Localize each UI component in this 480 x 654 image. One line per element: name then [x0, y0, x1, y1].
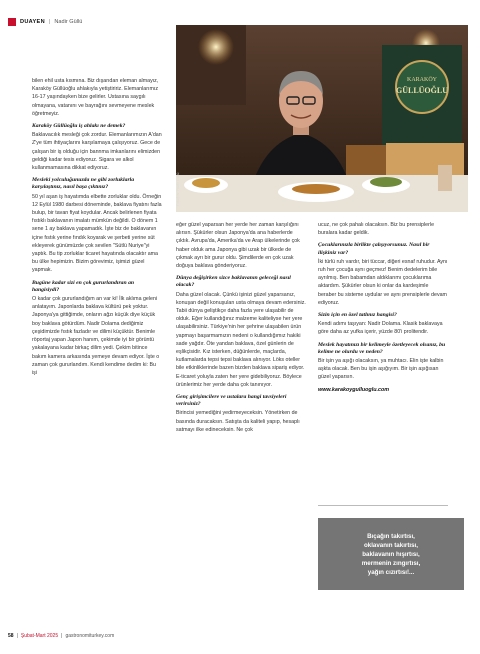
paragraph: eğer güzel yaparsan her yerde her zaman karşılığını alırsın. Şükürler olsun Japonya'da ana haberlerde çıktık. Avrupa'da, Amerika'da ve Arap ülkelerinde çok haber olduk ama Japonya gibi uzak bir ülkede de çıkmak ayrı bir gurur oldu. Şimdilerde en çok uzak doğuya baklava gönderiyoruz.: [176, 222, 300, 270]
photo-illustration: [176, 25, 468, 212]
answer-paragraph: Kendi adımı taşıyan: Nadir Dolama. Klasik baklavaya göre daha az yufka içerir, yüzde 80'i prolitendir.: [318, 321, 443, 336]
footer-site: gastronomiturkey.com: [65, 633, 115, 639]
answer-paragraph: İki türlü ruh vardır, biri tüccar, diğeri esnaf ruhudur. Aynı ruh her çocuğa aynı geçmez! Benim dedelerim bile ayrılmış. Ben babamdan aldıklarımı çocuklarıma aktardım. Şükürler olsun ki onlar da kardeşimle beraber bu sisteme uydular ve aynı prensiplerle devam ediyoruz.: [318, 258, 448, 306]
question-heading: Karaköy Güllüoğlu iş ahlakı ne demek?: [32, 123, 126, 130]
page-footer: [8, 633, 114, 639]
website-link[interactable]: www.karakoygulluoglu.com: [318, 386, 390, 393]
answer-paragraph: Baklavacılık mesleği çok zordur. Elemanlarımızın A'dan Z'ye tüm ihtiyaçlarını karşılamaya çalışıyoruz. Gece de çalışan bir iş olduğu için bannma imkanlarını elimizden geldiği kadar tesis ediyoruz. Sigara ve alkol kullanmamasına dikkat ediyoruz.: [32, 132, 162, 172]
question-heading: Bugüne kadar sizi en çok gururlandıran an hangisiydi?: [32, 279, 135, 293]
column-2: [176, 221, 308, 438]
answer-paragraph: O kadar çok gururlandığım an var ki! İlk aklıma geleni anlatayım. Japonlarda baklava kültürü pek yoktur. Japonya'ya gittiğimde, onların ağzı küçük diye küçük boy baklava götürdüm. Nadir Dolama dediğimiz çeşidimizde fıstık fazladır ve dilimi küçüktür. Benimle röportaj yapan Japon hanım, çekimde iyi bir görüntü yakalayana kadar birkaç dilim yedi. Çekim bitince bakım kamera arkasında yemeye devam ediyor. İşte o zaman çok gururlandım. Kendi kendime dedim ki: Bu işi: [32, 296, 160, 376]
photo-credit: Fotoğraf: Nadir Güllü: [176, 172, 180, 206]
sign-main-text: GÜLLÜOĞLU: [395, 86, 449, 95]
question-heading: Dünya değişirken sizce baklavanın geleceği nasıl olacak?: [176, 275, 291, 289]
question-heading: Meslek hayatınızı bir kelimeyle özetleyecek olsanız, bu kelime ne olurdu ve neden?: [318, 341, 446, 355]
section-header: [8, 16, 82, 28]
issue-date: Şubat-Mart 2025: [20, 633, 59, 639]
question-heading: Genç girişimcilere ve ustalara hangi tavsiyeleri verirsiniz?: [176, 394, 287, 408]
question-heading: Çocuklarınızla birlikte çalışıyorsunuz. Nasıl bir ilişkiniz var?: [318, 242, 430, 256]
header-separator: |: [48, 19, 51, 25]
pull-quote-text: Bıçağın takırtısı, oklavanın takırtısı, baklavanın hışırtısı, mermenin zıngırtısı, yağın cızırtısı!...: [361, 532, 421, 576]
page-number: 58: [8, 633, 14, 639]
footer-separator: |: [61, 633, 63, 639]
section-title: DUAYEN: [20, 19, 45, 25]
paragraph: ucuz, ne çok pahalı olacaksın. Biz bu prensiplerle buralara kadar geldik.: [318, 222, 435, 237]
divider: [318, 505, 448, 506]
sign-top-text: KARAKÖY: [407, 77, 437, 83]
footer-separator: |: [16, 633, 18, 639]
column-1: [32, 77, 162, 381]
pull-quote: [318, 518, 464, 590]
section-marker: [8, 18, 16, 26]
answer-paragraph: Daha güzel olacak. Çünkü işinizi güzel yaparsanız, konuşan değil konuşulan usta olmaya devam edersiniz. Tabii dünya geliştikçe daha fazla yere ulaşabilir de olduk. Eğer kullandığınız malzeme kaliteliyse her yere ulaşabilirsiniz. Türkiye'nin her şehrine ulaşabilen ürün yapmayı başarmamızın nedeni o kullandığımız hakiki sade yağdır. Öte yandan baklava, özel günlerin de eşlikçisidir. Kız isterken, düğünlerde, maçlarda, kutlamalarda tepsi tepsi baklava alınıyor. Löks oteller bile etkinliklerinde bazen bizden baklava sipariş ediyor. E-ticaret yoluyla zaten her yere gidebiliyoruz. Böylece ürünlerimiz her yerde daha çok tanınıyor.: [176, 291, 306, 388]
answer-paragraph: Bir işin ya aşığı olacaksın, ya muhtacı. Elin işte kalbin aşkta olacak. Ben bu işin aşığıyım. Bir işin aşığısan güzel yaparsın.: [318, 358, 444, 381]
question-heading: Mesleki yolculuğunuzda ne gibi zorluklarla karşılaştınız, nasıl başa çıktınız?: [32, 177, 135, 191]
interview-photo: [176, 25, 468, 212]
answer-paragraph: Birincisi yemediğini yedirmeyeceksin. Yönetirken de basında duracaksın. Satışta da kaliteli yapıp, hesaplı satmayı ilke edineceksin. Ne çok: [176, 410, 300, 433]
author-name: Nadir Güllü: [54, 19, 83, 25]
answer-paragraph: 50 yıl aşan iş hayatımda elbette zorluklar oldu. Örneğin 12 Eylül 1980 darbesi döneminde, baklava fiyatını fazla bulup, bir tavan fiyat koydular. Ancak belirlenen fiyata fıstıklı baklavanın imalatı mümkün değildi. O dönem 1 sene 1 ay baklava yapamadık. İşte biz de baklavanın içine fıstık yerine fındık koyarak ve şerbeti yerine süt ekleyerek günümüzde çok sevilen "Sütlü Nuriye"yi yaptık. Bu tip zorluklar ticaret hayatında olacaktır ama bu ülke hepimizin. Bizim görevimiz, işimizi güzel yapmak.: [32, 193, 162, 274]
paragraph: bilen ehil usta kısmına. Biz dışarıdan eleman almayız, Karaköy Güllüoğlu ahlakıyla yetiştiririz. Elemanlarımız 16-17 yaşındayken bize gelirler. Ustasına saygılı olmayana, vatanını ve bayrağını sevmeyene meslek öğretmeyiz.: [32, 78, 159, 117]
question-heading: Sizin için en özel tatlınız hangisi?: [318, 312, 397, 319]
column-3: [318, 221, 448, 398]
